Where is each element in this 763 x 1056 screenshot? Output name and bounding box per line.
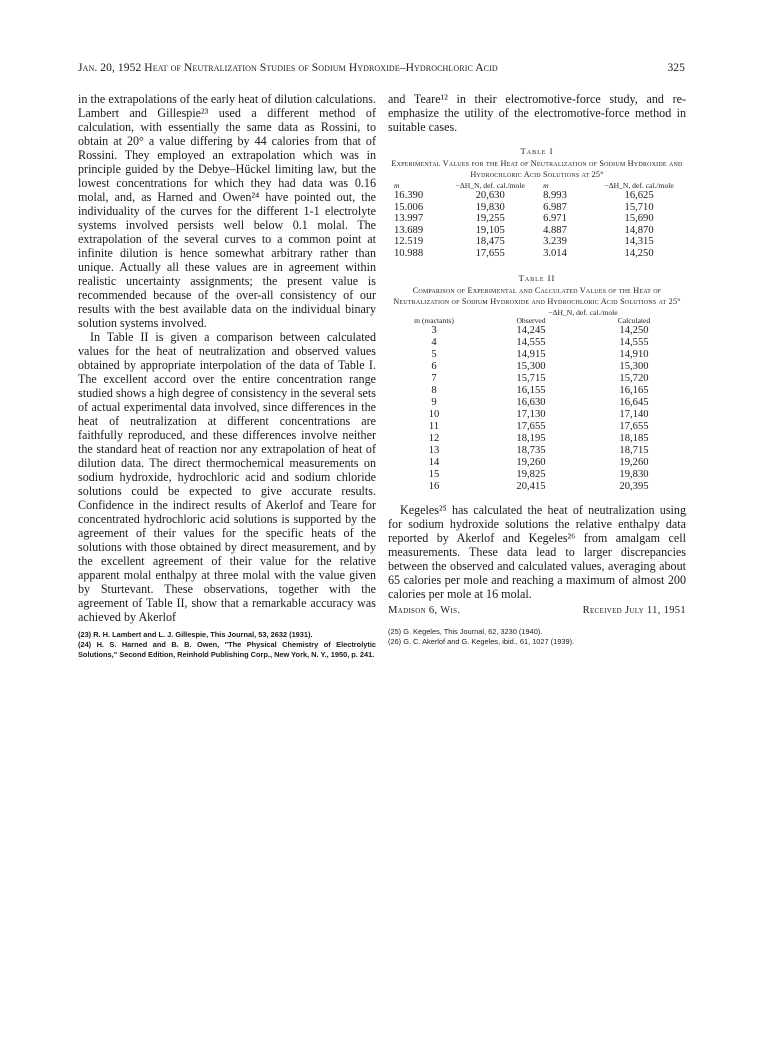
table-cell: 19,830 <box>619 469 649 480</box>
running-head: Jan. 20, 1952 Heat of Neutralization Studies of Sodium Hydroxide–Hydrochloric Acid <box>78 62 498 74</box>
table-title: Table II <box>518 273 556 283</box>
table-caption: Comparison of Experimental and Calculated Values of the Heat of Neutralization of Sodium Hydroxide and Hydrochloric Acid Solutions at 25° <box>393 286 681 306</box>
footnotes <box>78 630 376 660</box>
table-cell: 19,830 <box>475 201 505 213</box>
table-row <box>388 325 686 337</box>
data-table <box>388 182 686 259</box>
table-cell: 12 <box>428 433 440 444</box>
table-cell: 15,720 <box>619 373 649 384</box>
table-row <box>388 397 686 409</box>
table-cell: 17,130 <box>516 409 546 420</box>
left-column <box>78 92 376 660</box>
column-header: m (reactants) <box>414 316 454 325</box>
table-cell: 15,300 <box>619 361 649 372</box>
table-cell: 16,165 <box>619 385 649 396</box>
table-row <box>388 349 686 361</box>
table-row <box>388 213 686 225</box>
table-row <box>388 445 686 457</box>
table-row <box>388 236 686 248</box>
table-cell: 10 <box>428 409 440 420</box>
paragraph: and Teare¹² in their electromotive-force study, and re-emphasize the utility of the electromotive-force method in suitable cases. <box>388 92 686 134</box>
table-row <box>388 202 686 214</box>
running-header <box>78 62 685 78</box>
table-cell: 15,715 <box>516 373 546 384</box>
table-cell: 6.987 <box>543 201 567 213</box>
table-row <box>388 421 686 433</box>
table-cell: 18,185 <box>619 433 649 444</box>
table-cell: 17,140 <box>619 409 649 420</box>
table-cell: 20,630 <box>475 190 505 201</box>
table-cell: 14,555 <box>619 337 649 348</box>
table-cell: 14,555 <box>516 337 546 348</box>
table-cell: 19,260 <box>516 457 546 468</box>
table-cell: 16,630 <box>516 397 546 408</box>
location: Madison 6, Wis. <box>388 605 461 616</box>
table-cell: 13 <box>428 445 440 456</box>
table-cell: 5 <box>431 349 437 360</box>
table-cell: 15,710 <box>624 201 654 213</box>
table-cell: 16,645 <box>619 397 649 408</box>
table-cell: 15.006 <box>394 201 424 213</box>
table-cell: 10.988 <box>394 247 424 259</box>
table-row <box>388 361 686 373</box>
comparison-table <box>388 309 686 493</box>
table-row <box>388 385 686 397</box>
table-cell: 14,245 <box>516 325 546 336</box>
footnotes <box>388 627 686 647</box>
column-header: Calculated <box>617 316 651 325</box>
table-cell: 4 <box>431 337 437 348</box>
table-cell: 19,825 <box>516 469 546 480</box>
table-cell: 6.971 <box>543 213 567 224</box>
table-cell: 18,735 <box>516 445 546 456</box>
table-row <box>388 433 686 445</box>
table-cell: 7 <box>431 373 437 384</box>
table-cell: 17,655 <box>619 421 649 432</box>
table-cell: 14,910 <box>619 349 649 360</box>
table-cell: 17,655 <box>475 247 505 259</box>
table-title: Table I <box>520 146 554 156</box>
paragraph: In Table II is given a comparison between calculated values for the heat of neutralization and observed values obtained by appropriate interpolation of the data of Table I. The excellent accord over the entire concentration range studied shows a high degree of consistency in the several sets of actual experimental data involved, since differences in the heat of neutralization at different concentrations are faithfully reproduced, and these differences involve neither the standard heat of reaction nor any extrapolation of heat of dilution data. The direct thermochemical measurements on sodium hydroxide, hydrochloric acid and sodium chloride solutions could be expected to give accurate results. Confidence in the indirect results of Akerlof and Teare for concentrated hydrochloric acid solutions is supported by the agreement of their values for the specific heats of the solutions with those obtained by direct measurement, and by the excellent agreement of their value for the relative apparent molal enthalpy at three molal with the value given by Sturtevant. These observations, together with the agreement of Table II, show that a remarkable accuracy was achieved by Akerlof <box>78 330 376 624</box>
table-cell: 8.993 <box>543 190 567 201</box>
table-cell: 14,250 <box>624 247 654 259</box>
table-cell: 18,715 <box>619 445 649 456</box>
table-cell: 16 <box>428 481 440 492</box>
table-cell: 14,915 <box>516 349 546 360</box>
table-row <box>388 225 686 237</box>
table-cell: 3.239 <box>543 236 567 247</box>
signature-line <box>388 605 686 619</box>
table-cell: 4.887 <box>543 224 567 236</box>
table-cell: 14,315 <box>624 236 654 247</box>
table-cell: 11 <box>428 421 440 432</box>
paragraph: in the extrapolations of the early heat of dilution calculations. Lambert and Gillespie²³ used a different method of calculation, with essentially the same data as Rossini, to obtain at 20° a value differing by 44 calories from that of Rossini. They employed an extrapolation which was in principle guided by the Debye–Hückel limiting law, but the lowest concentrations for which they had data was 0.16 molal, and, as Harned and Owen²⁴ have pointed out, the individuality of the curves for the different 1-1 electrolyte systems involved persists well below 0.1 molal. The extrapolation of the several curves to a common point at infinite dilution is hence somewhat arbitrary rather than unique. Actually all these values are in agreement within realistic uncertainty assignments; the present value is recommended because of the over-all consistency of our results with the best available data on the individual binary solution systems involved. <box>78 92 376 330</box>
right-column <box>388 92 686 647</box>
paragraph: Kegeles²⁵ has calculated the heat of neutralization using for sodium hydroxide solutions the relative enthalpy data reported by Akerlof and Kegeles²⁶ from amalgam cell measurements. These data lead to larger discrepancies between the observed and calculated values, averaging about 65 calories per mole and reaching a maximum of almost 200 calories per mole at 16 molal. <box>388 503 686 601</box>
table-cell: 18,195 <box>516 433 546 444</box>
table-cell: 3 <box>431 325 437 336</box>
table-cell: 16,155 <box>516 385 546 396</box>
page-number: 325 <box>667 62 685 74</box>
received-date: Received July 11, 1951 <box>582 605 686 616</box>
table-cell: 9 <box>431 397 437 408</box>
table-cell: 14,870 <box>624 224 654 236</box>
table-row <box>388 373 686 385</box>
table-cell: 15,690 <box>624 213 654 224</box>
table-cell: 14,250 <box>619 325 649 336</box>
table-cell: 8 <box>431 385 437 396</box>
table-row <box>388 457 686 469</box>
table-cell: 18,475 <box>475 236 505 247</box>
table-row <box>388 469 686 481</box>
table-row <box>388 248 686 260</box>
table-cell: 3.014 <box>543 247 567 259</box>
table-cell: 13.689 <box>394 224 424 236</box>
table-cell: 13.997 <box>394 213 424 224</box>
footnote: (26) G. C. Akerlof and G. Kegeles, ibid., 61, 1027 (1939). <box>388 637 575 646</box>
table-cell: 12.519 <box>394 236 424 247</box>
table-cell: 19,255 <box>475 213 505 224</box>
table-cell: 17,655 <box>516 421 546 432</box>
table-row <box>388 481 686 493</box>
footnote: (23) R. H. Lambert and L. J. Gillespie, This Journal, 53, 2632 (1931). <box>78 630 313 639</box>
column-header: m <box>394 181 400 190</box>
column-header: Observed <box>516 316 546 325</box>
table-row <box>388 409 686 421</box>
table-row <box>388 190 686 202</box>
table-caption: Experimental Values for the Heat of Neutralization of Sodium Hydroxide and Hydrochloric Acid Solutions at 25° <box>391 159 683 179</box>
table-cell: 15 <box>428 469 440 480</box>
table-cell: 14 <box>428 457 440 468</box>
table-cell: 16,625 <box>624 190 654 201</box>
column-header: −ΔH_N, def. cal./mole <box>604 181 674 190</box>
group-header: −ΔH_N, def. cal./mole <box>548 308 618 317</box>
column-header: m <box>543 181 549 190</box>
footnote: (24) H. S. Harned and B. B. Owen, "The Physical Chemistry of Electrolytic Solutions," Second Edition, Reinhold Publishing Corp., New York, N. Y., 1950, p. 241. <box>78 640 376 659</box>
table-row <box>388 337 686 349</box>
table-cell: 20,415 <box>516 481 546 492</box>
table-cell: 19,260 <box>619 457 649 468</box>
table-cell: 20,395 <box>619 481 649 492</box>
column-header: −ΔH_N, def. cal./mole <box>455 181 525 190</box>
table-cell: 15,300 <box>516 361 546 372</box>
table-cell: 16.390 <box>394 190 424 201</box>
table-cell: 19,105 <box>475 224 505 236</box>
table-cell: 6 <box>431 361 437 372</box>
footnote: (25) G. Kegeles, This Journal, 62, 3230 (1940). <box>388 627 543 636</box>
